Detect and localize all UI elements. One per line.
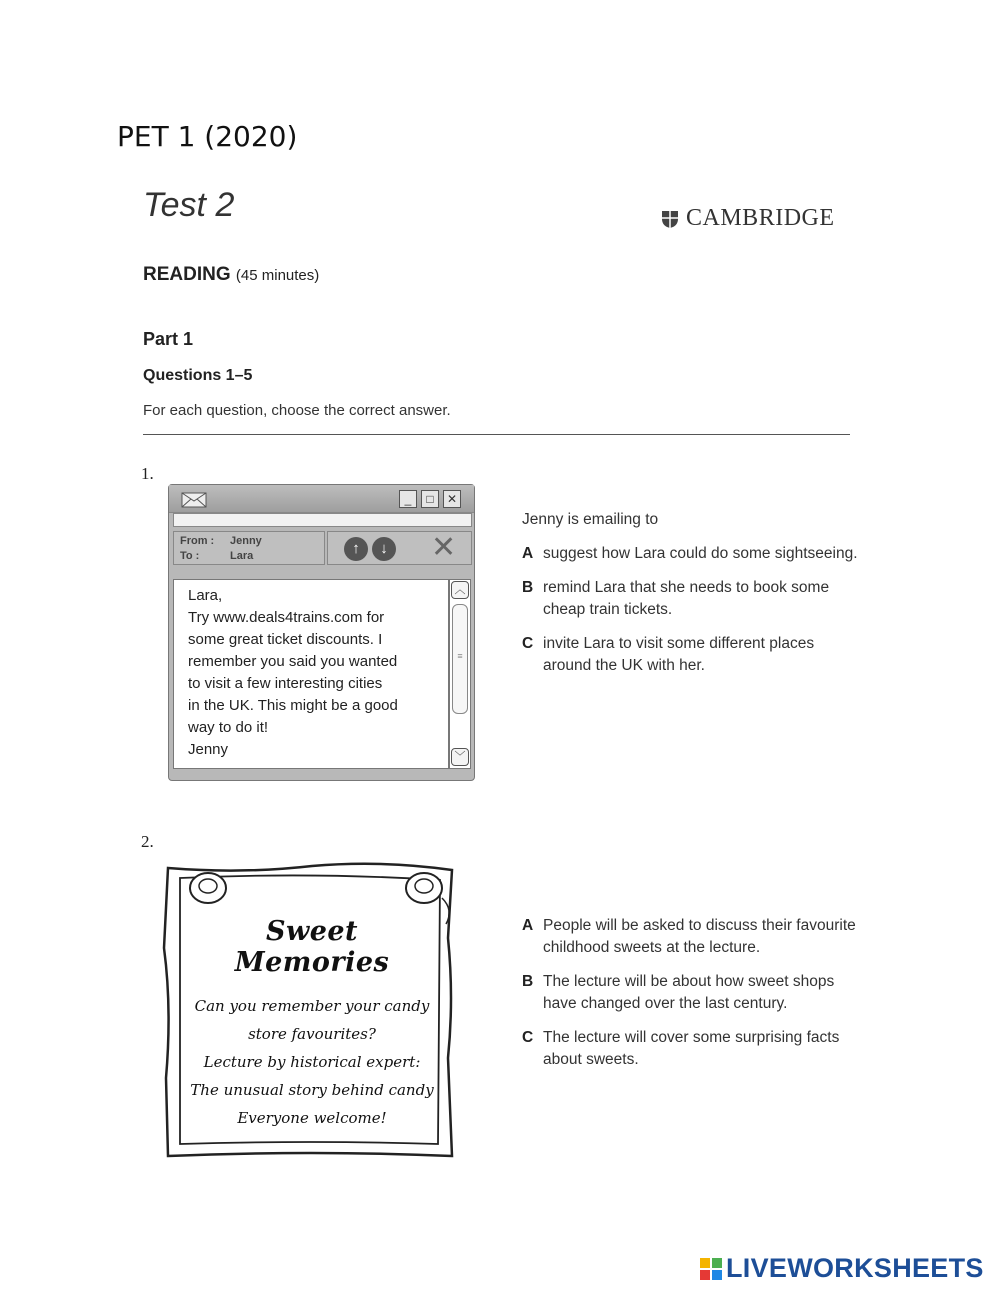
email-header bbox=[173, 531, 325, 565]
cambridge-brand-text: CAMBRIDGE bbox=[686, 205, 835, 231]
notice-content bbox=[186, 916, 438, 1132]
cambridge-shield-icon bbox=[660, 209, 680, 229]
email-line: in the UK. This might be a good bbox=[188, 697, 398, 714]
option-letter: A bbox=[522, 917, 534, 934]
scroll-up-icon[interactable]: ︿ bbox=[451, 581, 469, 599]
section-duration: (45 minutes) bbox=[235, 267, 320, 284]
option-text: remind Lara that she needs to book some cheap train tickets. bbox=[543, 579, 830, 618]
notice-line: Can you remember your candy bbox=[194, 997, 430, 1015]
envelope-icon bbox=[181, 492, 207, 508]
question-2-options bbox=[522, 915, 862, 1083]
maximize-icon[interactable]: □ bbox=[421, 490, 439, 508]
question-1-options bbox=[522, 509, 862, 689]
notice-title: Sweet Memories bbox=[234, 916, 390, 978]
email-line: remember you said you wanted bbox=[188, 653, 398, 670]
option-text: invite Lara to visit some different places around the UK with her. bbox=[543, 635, 815, 674]
notice-line: store favourites? bbox=[248, 1025, 376, 1043]
question-1-number: 1. bbox=[141, 464, 154, 483]
notice-poster bbox=[162, 858, 458, 1162]
liveworksheets-icon bbox=[700, 1258, 722, 1280]
option-b[interactable] bbox=[522, 577, 862, 621]
email-line: Jenny bbox=[188, 741, 229, 758]
part-title: Part 1 bbox=[143, 329, 194, 349]
questions-range: Questions 1–5 bbox=[143, 367, 253, 384]
minimize-icon[interactable]: _ bbox=[399, 490, 417, 508]
option-letter: B bbox=[522, 579, 534, 596]
option-text: The lecture will cover some surprising facts about sweets. bbox=[543, 1029, 840, 1068]
option-b[interactable] bbox=[522, 971, 862, 1015]
address-bar bbox=[173, 513, 472, 527]
page-heading: PET 1 (2020) bbox=[117, 120, 298, 153]
delete-icon[interactable]: ✕ bbox=[431, 531, 457, 564]
option-text: People will be asked to discuss their favourite childhood sweets at the lecture. bbox=[543, 917, 856, 956]
scroll-thumb[interactable]: ≡ bbox=[452, 604, 468, 714]
email-line: some great ticket discounts. I bbox=[188, 631, 383, 648]
option-letter: C bbox=[522, 1029, 534, 1046]
option-letter: B bbox=[522, 973, 534, 990]
to-label: To : bbox=[180, 550, 200, 562]
close-window-icon[interactable]: ✕ bbox=[443, 490, 461, 508]
cambridge-brand bbox=[660, 205, 835, 232]
liveworksheets-logo[interactable] bbox=[700, 1253, 984, 1284]
email-window bbox=[168, 484, 475, 781]
liveworksheets-text: LIVEWORKSHEETS bbox=[726, 1253, 984, 1283]
question-2-number: 2. bbox=[141, 832, 154, 851]
scroll-down-icon[interactable]: ﹀ bbox=[451, 748, 469, 766]
email-scrollbar[interactable] bbox=[449, 579, 471, 769]
option-text: The lecture will be about how sweet shops have changed over the last century. bbox=[543, 973, 835, 1012]
arrow-up-icon[interactable]: ↑ bbox=[344, 537, 368, 561]
divider bbox=[143, 434, 850, 435]
option-text: suggest how Lara could do some sightseeing. bbox=[543, 545, 858, 562]
test-title: Test 2 bbox=[143, 186, 235, 224]
option-a[interactable] bbox=[522, 543, 862, 565]
email-line: way to do it! bbox=[188, 719, 269, 736]
email-line: to visit a few interesting cities bbox=[188, 675, 383, 692]
section-title bbox=[143, 264, 319, 286]
from-value: Jenny bbox=[230, 535, 262, 547]
from-label: From : bbox=[180, 535, 215, 547]
question-1-lead: Jenny is emailing to bbox=[522, 511, 659, 528]
option-c[interactable] bbox=[522, 1027, 862, 1071]
section-label: READING bbox=[143, 264, 231, 285]
notice-line: The unusual story behind candy bbox=[190, 1081, 434, 1099]
email-line: Try www.deals4trains.com for bbox=[188, 609, 385, 626]
option-c[interactable] bbox=[522, 633, 862, 677]
email-titlebar bbox=[169, 485, 474, 513]
email-line: Lara, bbox=[188, 587, 223, 604]
instruction-text: For each question, choose the correct answer. bbox=[143, 402, 451, 419]
email-body bbox=[173, 579, 449, 769]
notice-line: Lecture by historical expert: bbox=[203, 1053, 421, 1071]
to-value: Lara bbox=[230, 550, 254, 562]
option-letter: C bbox=[522, 635, 534, 652]
option-letter: A bbox=[522, 545, 534, 562]
arrow-down-icon[interactable]: ↓ bbox=[372, 537, 396, 561]
notice-line: Everyone welcome! bbox=[237, 1109, 387, 1127]
email-nav bbox=[327, 531, 472, 565]
option-a[interactable] bbox=[522, 915, 862, 959]
